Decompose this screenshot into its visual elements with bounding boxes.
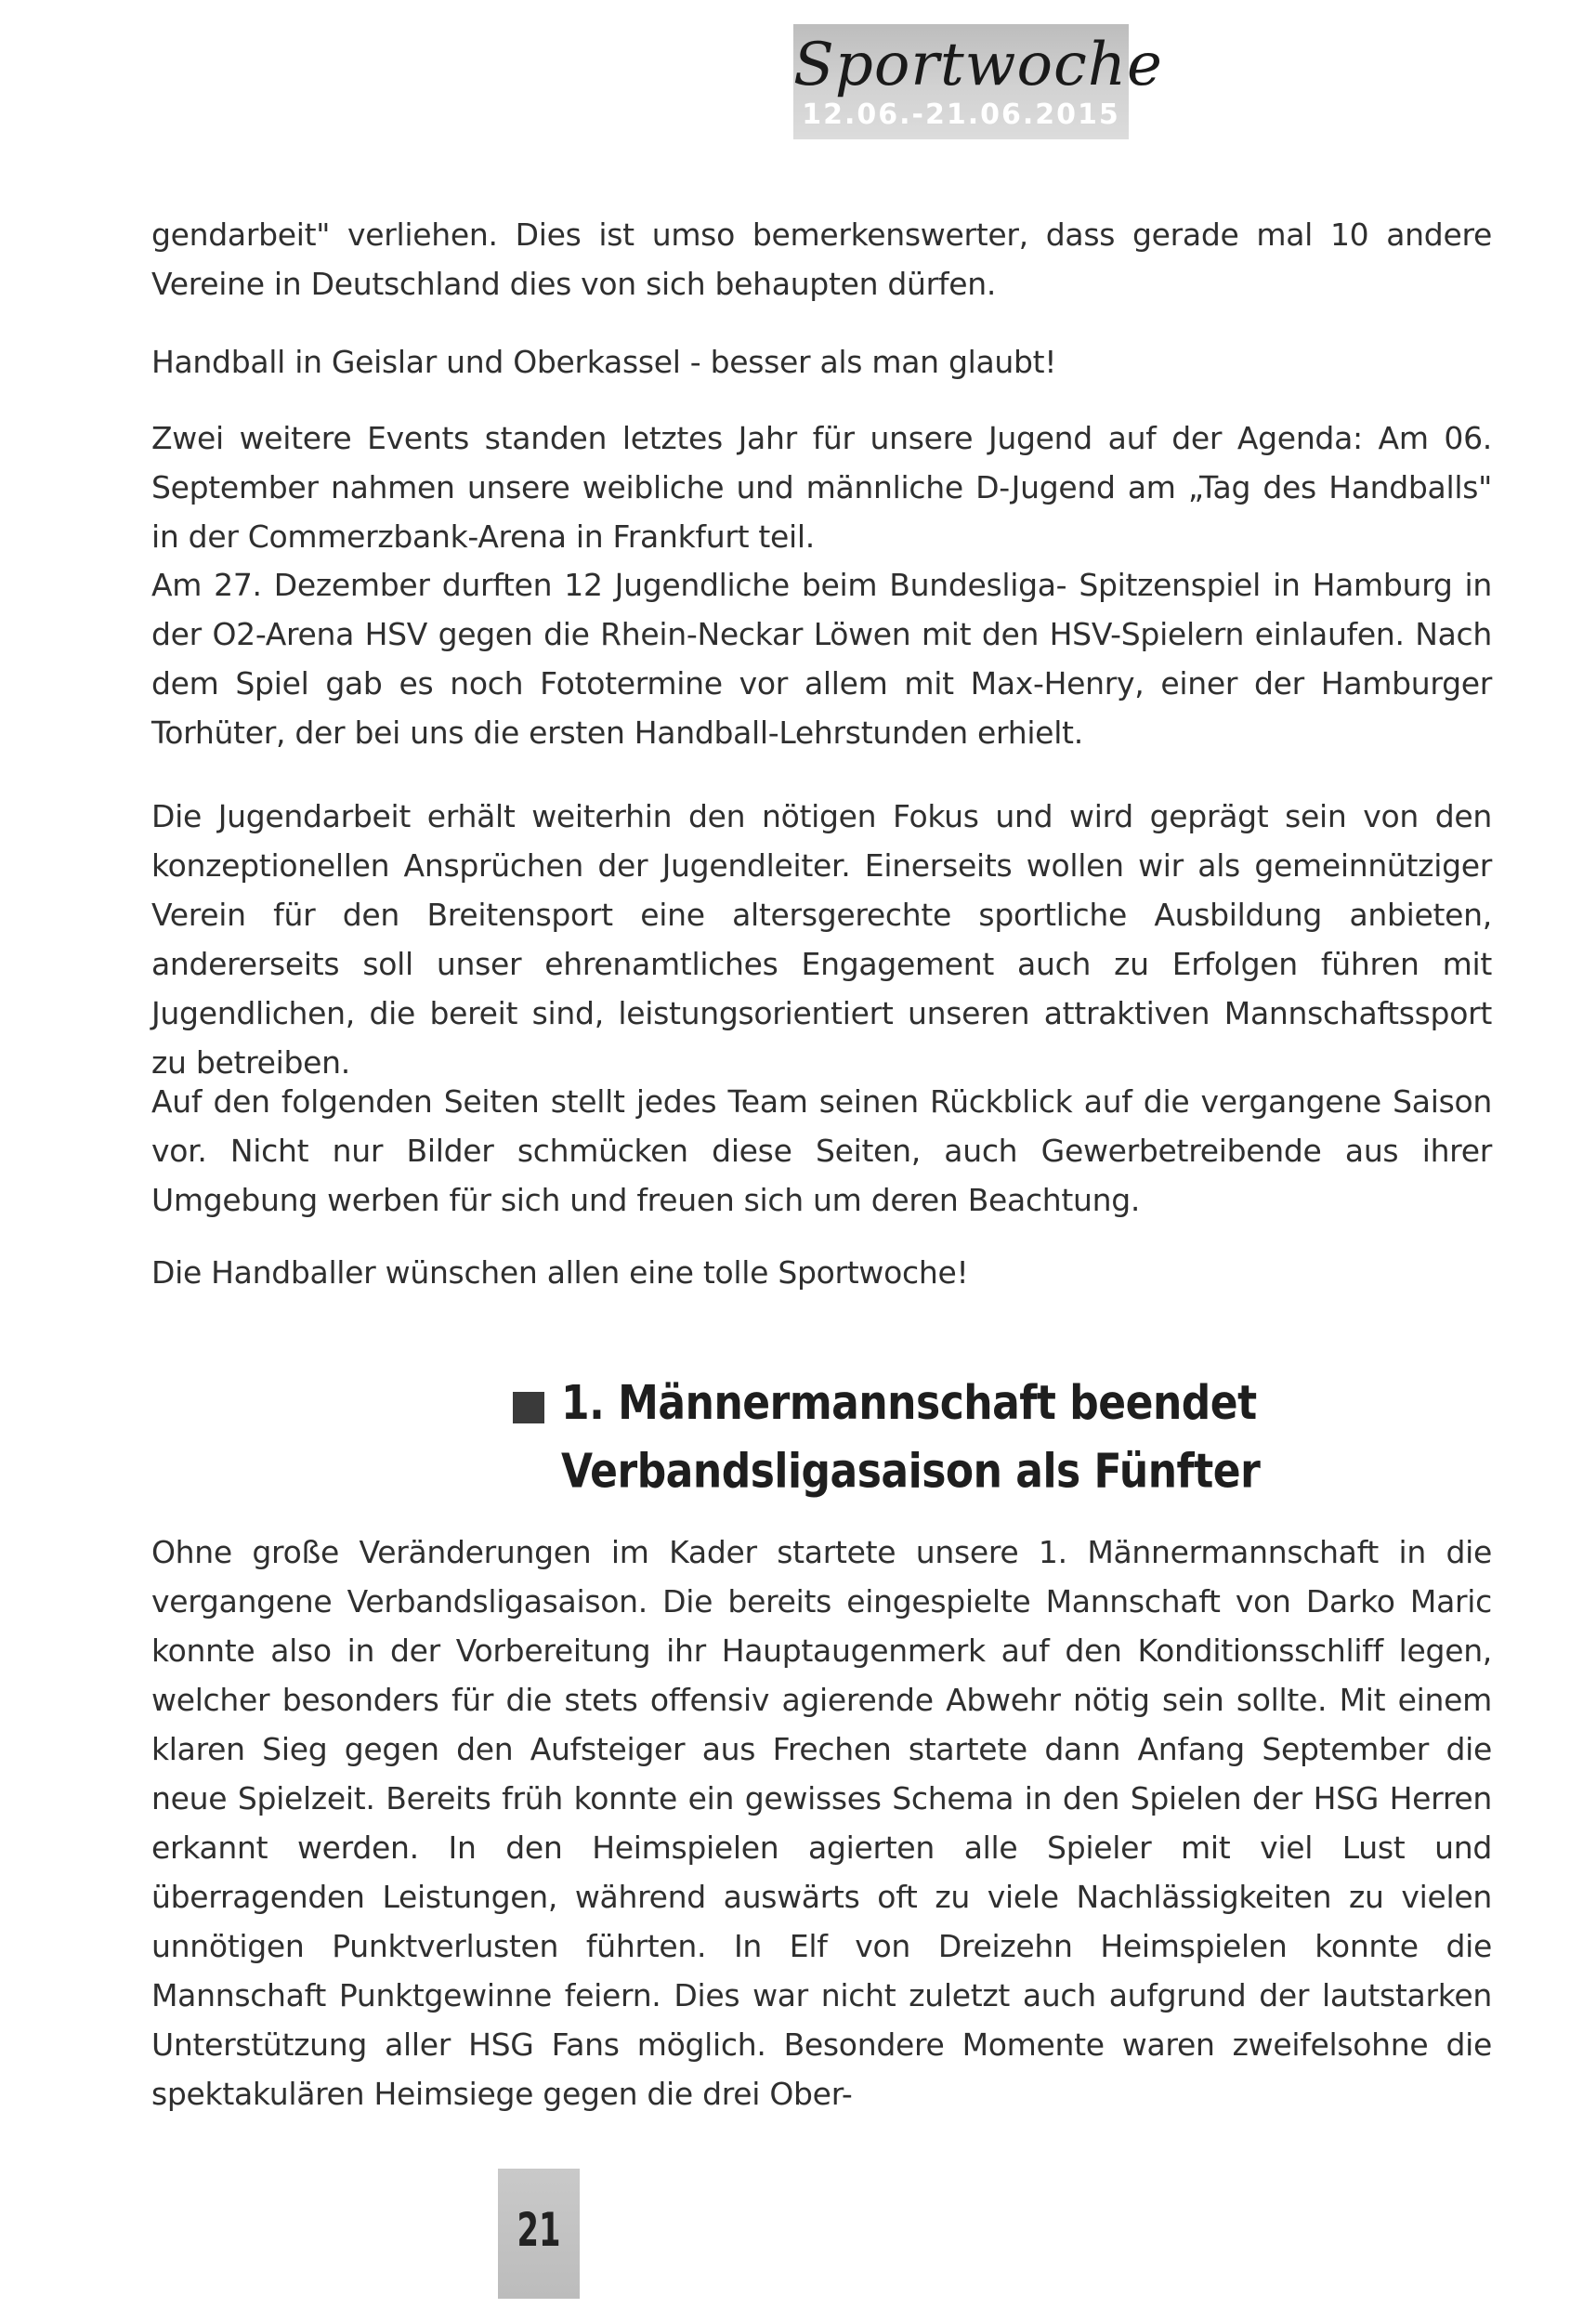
paragraph-team-reviews: Auf den folgenden Seiten stellt jedes Team seinen Rückblick auf die vergangene Saison vor. Nicht nur Bilder schmücken diese Seiten, auch Gewerbetreibende aus ihrer Umgebung werben für sich und freuen sich um deren Beachtung. (151, 1083, 1492, 1218)
headline-text: 1. Männermannschaft beendet Verbandsligasaison als Fünfter (561, 1375, 1261, 1500)
header-banner (793, 24, 1163, 139)
bullet-square-icon (513, 1392, 544, 1423)
paragraph-jugendarbeit-award: gendarbeit" verliehen. Dies ist umso bemerkenswerter, dass gerade mal 10 andere Vereine in Deutschland dies von sich behaupten dürfen. (151, 216, 1492, 302)
header-date-range: 12.06.-21.06.2015 (802, 98, 1120, 131)
paragraph-jugendarbeit-focus: Die Jugendarbeit erhält weiterhin den nötigen Fokus und wird geprägt sein von den konzeptionellen Ansprüchen der Jugendleiter. Einerseits wollen wir als gemeinnütziger Verein für den Breitensport eine altersgerechte sportliche Ausbildung anbieten, andererseits soll unser ehrenamtliches Engagement auch zu Erfolgen führen mit Jugendlichen, die bereit sind, leistungsorientiert unseren attraktiven Mannschaftssport zu betreiben. (151, 798, 1492, 1081)
page-number: 21 (517, 2203, 561, 2257)
paragraph-greeting: Die Handballer wünschen allen eine tolle Sportwoche! (151, 1254, 969, 1291)
paragraph-events-frankfurt: Zwei weitere Events standen letztes Jahr für unsere Jugend auf der Agenda: Am 06. September nahmen unsere weibliche und männliche D-Jugend am „Tag des Handballs" in der Commerzbank-Arena in Frankfurt teil. (151, 420, 1492, 555)
paragraph-season-report: Ohne große Veränderungen im Kader startete unsere 1. Männermannschaft in die vergangene Verbandsligasaison. Die bereits eingespielte Mannschaft von Darko Maric konnte also in der Vorbereitung ihr Hauptaugenmerk auf den Konditionsschliff legen, welcher besonders für die stets offensiv agierende Abwehr nötig sein sollte. Mit einem klaren Sieg gegen den Aufsteiger aus Frechen startete dann Anfang September die neue Spielzeit. Bereits früh konnte ein gewisses Schema in den Spielen der HSG Herren erkannt werden. In den Heimspielen agierten alle Spieler mit viel Lust und überragenden Leistungen, während auswärts oft zu viele Nachlässigkeiten zu vielen unnötigen Punktverlusten führten. In Elf von Dreizehn Heimspielen konnte die Mannschaft Punktgewinne feiern. Dies war nicht zuletzt auch aufgrund der lautstarken Unterstützung aller HSG Fans möglich. Besondere Momente waren zweifelsohne die spektakulären Heimsiege gegen die drei Ober- (151, 1534, 1492, 2112)
paragraph-handball-slogan: Handball in Geislar und Oberkassel - besser als man glaubt! (151, 344, 1057, 380)
sportwoche-logo: Sportwoche (793, 31, 1163, 99)
page-number-box (498, 2169, 580, 2299)
paragraph-events-hamburg: Am 27. Dezember durften 12 Jugendliche beim Bundesliga- Spitzenspiel in Hamburg in der O2-Arena HSV gegen die Rhein-Neckar Löwen mit den HSV-Spielern einlaufen. Nach dem Spiel gab es noch Fototermine vor allem mit Max-Henry, einer der Hamburger Torhüter, der bei uns die ersten Handball-Lehrstunden erhielt. (151, 567, 1492, 751)
